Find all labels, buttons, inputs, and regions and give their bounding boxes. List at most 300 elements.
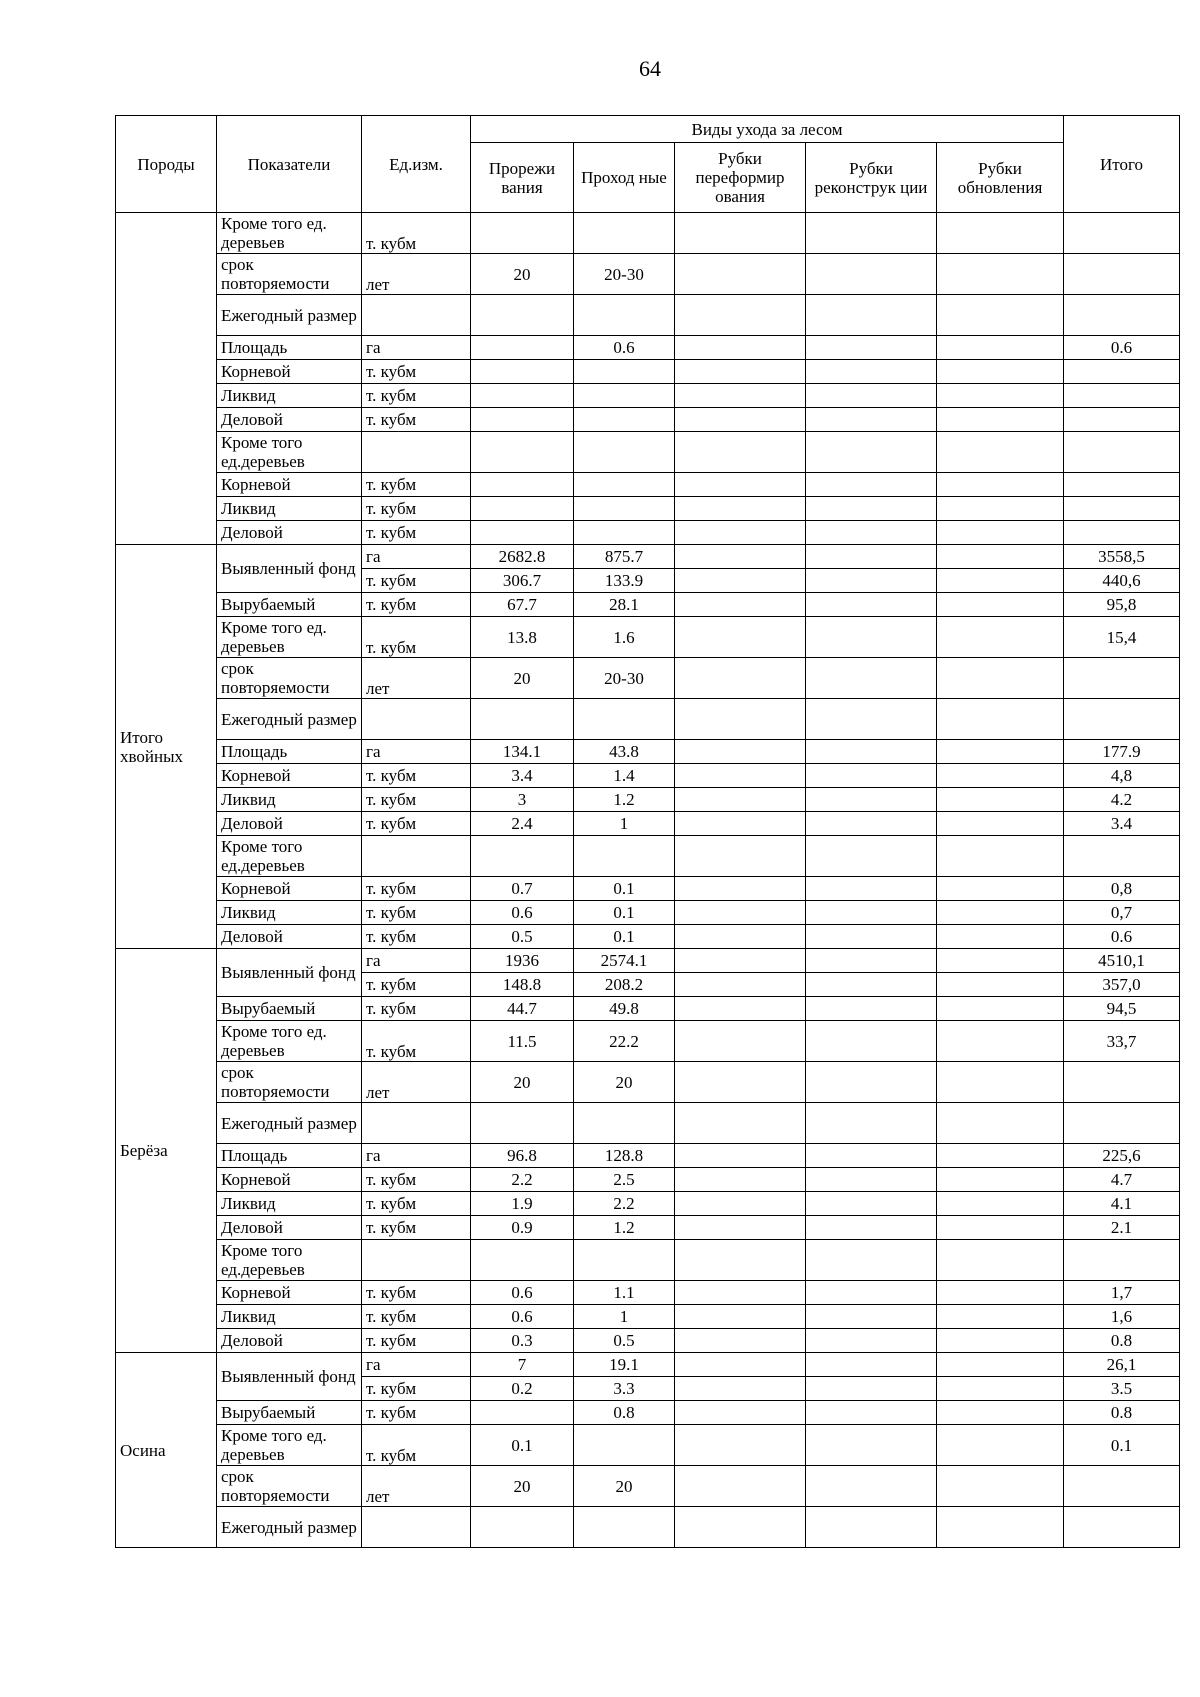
prorezhivaniya-value: [471, 432, 574, 473]
indicator-cell: Выявленный фонд: [217, 545, 362, 593]
prorezhivaniya-value: 20: [471, 1062, 574, 1103]
unit-cell: т. кубм: [362, 997, 471, 1021]
total-value: [1064, 473, 1180, 497]
indicator-cell: Деловой: [217, 408, 362, 432]
unit-cell: га: [362, 949, 471, 973]
indicator-cell: Кроме того ед.деревьев: [217, 1240, 362, 1281]
prohodnye-value: 3.3: [574, 1377, 675, 1401]
unit-cell: т. кубм: [362, 1329, 471, 1353]
prohodnye-value: [574, 295, 675, 336]
cutting-empty-cell: [937, 788, 1064, 812]
header-itogo: Итого: [1064, 116, 1180, 213]
cutting-empty-cell: [806, 877, 937, 901]
cutting-empty-cell: [806, 1466, 937, 1507]
indicator-cell: Ежегодный размер: [217, 699, 362, 740]
cutting-empty-cell: [937, 545, 1064, 569]
cutting-empty-cell: [675, 1144, 806, 1168]
indicator-cell: срок повторяемости: [217, 1466, 362, 1507]
table-row: [116, 384, 1180, 408]
table-row: [116, 408, 1180, 432]
prorezhivaniya-value: 7: [471, 1353, 574, 1377]
cutting-empty-cell: [937, 1216, 1064, 1240]
prorezhivaniya-value: [471, 1401, 574, 1425]
unit-cell: т. кубм: [362, 1168, 471, 1192]
indicator-cell: Кроме того ед. деревьев: [217, 1425, 362, 1466]
unit-cell: га: [362, 545, 471, 569]
cutting-empty-cell: [937, 764, 1064, 788]
total-value: 225,6: [1064, 1144, 1180, 1168]
cutting-empty-cell: [806, 1281, 937, 1305]
prohodnye-value: [574, 213, 675, 254]
unit-cell: т. кубм: [362, 521, 471, 545]
cutting-empty-cell: [675, 521, 806, 545]
cutting-empty-cell: [937, 1353, 1064, 1377]
cutting-empty-cell: [675, 740, 806, 764]
prohodnye-value: 20-30: [574, 658, 675, 699]
unit-cell: т. кубм: [362, 1377, 471, 1401]
prohodnye-value: [574, 473, 675, 497]
cutting-empty-cell: [675, 764, 806, 788]
cutting-empty-cell: [806, 1377, 937, 1401]
cutting-empty-cell: [675, 925, 806, 949]
prorezhivaniya-value: [471, 360, 574, 384]
cutting-empty-cell: [806, 408, 937, 432]
unit-cell: лет: [362, 254, 471, 295]
cutting-empty-cell: [937, 521, 1064, 545]
cutting-empty-cell: [675, 1466, 806, 1507]
cutting-empty-cell: [675, 949, 806, 973]
cutting-empty-cell: [675, 1021, 806, 1062]
header-obnovleniya: Рубки обновления: [937, 143, 1064, 213]
cutting-empty-cell: [806, 901, 937, 925]
total-value: [1064, 497, 1180, 521]
indicator-cell: Вырубаемый: [217, 1401, 362, 1425]
indicator-cell: срок повторяемости: [217, 658, 362, 699]
prohodnye-value: 1: [574, 812, 675, 836]
header-pereformirovaniya: Рубки переформир ования: [675, 143, 806, 213]
table-row: [116, 1281, 1180, 1305]
prohodnye-value: [574, 1240, 675, 1281]
total-value: 33,7: [1064, 1021, 1180, 1062]
cutting-empty-cell: [675, 545, 806, 569]
cutting-empty-cell: [937, 617, 1064, 658]
cutting-empty-cell: [937, 1240, 1064, 1281]
prohodnye-value: 1.2: [574, 788, 675, 812]
prorezhivaniya-value: 0.7: [471, 877, 574, 901]
prohodnye-value: [574, 699, 675, 740]
prorezhivaniya-value: 2.2: [471, 1168, 574, 1192]
prorezhivaniya-value: [471, 1240, 574, 1281]
cutting-empty-cell: [806, 1103, 937, 1144]
unit-cell: т. кубм: [362, 1281, 471, 1305]
cutting-empty-cell: [675, 1192, 806, 1216]
prorezhivaniya-value: 20: [471, 658, 574, 699]
total-value: 1,7: [1064, 1281, 1180, 1305]
unit-cell: т. кубм: [362, 788, 471, 812]
total-value: 0.8: [1064, 1329, 1180, 1353]
cutting-empty-cell: [937, 1144, 1064, 1168]
cutting-empty-cell: [937, 336, 1064, 360]
header-porody: Породы: [116, 116, 217, 213]
indicator-cell: Кроме того ед. деревьев: [217, 617, 362, 658]
total-value: [1064, 432, 1180, 473]
prohodnye-value: [574, 360, 675, 384]
group-name: [116, 213, 217, 545]
indicator-cell: Корневой: [217, 360, 362, 384]
cutting-empty-cell: [675, 812, 806, 836]
cutting-empty-cell: [806, 836, 937, 877]
group-name: Берёза: [116, 949, 217, 1353]
total-value: 15,4: [1064, 617, 1180, 658]
indicator-cell: Деловой: [217, 925, 362, 949]
cutting-empty-cell: [675, 1168, 806, 1192]
cutting-empty-cell: [675, 360, 806, 384]
unit-cell: т. кубм: [362, 384, 471, 408]
prorezhivaniya-value: 67.7: [471, 593, 574, 617]
unit-cell: т. кубм: [362, 764, 471, 788]
cutting-empty-cell: [675, 1240, 806, 1281]
prorezhivaniya-value: [471, 497, 574, 521]
cutting-empty-cell: [937, 836, 1064, 877]
prohodnye-value: 2574.1: [574, 949, 675, 973]
prohodnye-value: 2.2: [574, 1192, 675, 1216]
prorezhivaniya-value: [471, 384, 574, 408]
unit-cell: га: [362, 1353, 471, 1377]
cutting-empty-cell: [937, 1168, 1064, 1192]
cutting-empty-cell: [937, 1103, 1064, 1144]
table-row: [116, 1062, 1180, 1103]
cutting-empty-cell: [806, 336, 937, 360]
cutting-empty-cell: [675, 1425, 806, 1466]
header-pokazateli: Показатели: [217, 116, 362, 213]
table-body: [116, 213, 1180, 1548]
prorezhivaniya-value: 13.8: [471, 617, 574, 658]
prorezhivaniya-value: 11.5: [471, 1021, 574, 1062]
total-value: [1064, 521, 1180, 545]
indicator-cell: Ежегодный размер: [217, 295, 362, 336]
total-value: 0.8: [1064, 1401, 1180, 1425]
unit-cell: [362, 699, 471, 740]
table-row: [116, 473, 1180, 497]
cutting-empty-cell: [937, 1401, 1064, 1425]
unit-cell: [362, 295, 471, 336]
unit-cell: т. кубм: [362, 877, 471, 901]
header-prorezhivaniya: Прорежи вания: [471, 143, 574, 213]
table-row: [116, 1144, 1180, 1168]
indicator-cell: срок повторяемости: [217, 1062, 362, 1103]
table-row: [116, 521, 1180, 545]
cutting-empty-cell: [675, 1281, 806, 1305]
total-value: [1064, 295, 1180, 336]
unit-cell: лет: [362, 658, 471, 699]
total-value: 2.1: [1064, 1216, 1180, 1240]
indicator-cell: Ликвид: [217, 1192, 362, 1216]
indicator-cell: срок повторяемости: [217, 254, 362, 295]
prohodnye-value: 0.1: [574, 877, 675, 901]
cutting-empty-cell: [937, 1425, 1064, 1466]
cutting-empty-cell: [675, 432, 806, 473]
cutting-empty-cell: [806, 658, 937, 699]
unit-cell: т. кубм: [362, 925, 471, 949]
total-value: [1064, 1062, 1180, 1103]
prorezhivaniya-value: 134.1: [471, 740, 574, 764]
cutting-empty-cell: [937, 1466, 1064, 1507]
unit-cell: [362, 836, 471, 877]
header-rekonstrukcii: Рубки реконструк ции: [806, 143, 937, 213]
cutting-empty-cell: [675, 836, 806, 877]
prohodnye-value: [574, 1103, 675, 1144]
prorezhivaniya-value: [471, 699, 574, 740]
prohodnye-value: [574, 1507, 675, 1548]
table-row: [116, 1103, 1180, 1144]
prohodnye-value: 1: [574, 1305, 675, 1329]
prorezhivaniya-value: 1936: [471, 949, 574, 973]
indicator-cell: Ликвид: [217, 788, 362, 812]
prohodnye-value: 22.2: [574, 1021, 675, 1062]
unit-cell: т. кубм: [362, 408, 471, 432]
cutting-empty-cell: [806, 254, 937, 295]
prohodnye-value: [574, 408, 675, 432]
prorezhivaniya-value: [471, 836, 574, 877]
cutting-empty-cell: [806, 432, 937, 473]
table-row: [116, 295, 1180, 336]
cutting-empty-cell: [675, 1216, 806, 1240]
cutting-empty-cell: [675, 1353, 806, 1377]
header-prohodnye: Проход ные: [574, 143, 675, 213]
unit-cell: лет: [362, 1062, 471, 1103]
cutting-empty-cell: [806, 1353, 937, 1377]
indicator-cell: Ежегодный размер: [217, 1103, 362, 1144]
table-row: [116, 213, 1180, 254]
cutting-empty-cell: [937, 949, 1064, 973]
table-row: [116, 877, 1180, 901]
group-name: Осина: [116, 1353, 217, 1548]
unit-cell: га: [362, 336, 471, 360]
table-row: [116, 788, 1180, 812]
cutting-empty-cell: [675, 901, 806, 925]
cutting-empty-cell: [806, 593, 937, 617]
prohodnye-value: 875.7: [574, 545, 675, 569]
prohodnye-value: 1.2: [574, 1216, 675, 1240]
cutting-empty-cell: [675, 877, 806, 901]
cutting-empty-cell: [675, 788, 806, 812]
cutting-empty-cell: [675, 1507, 806, 1548]
prorezhivaniya-value: 0.6: [471, 1305, 574, 1329]
total-value: [1064, 1507, 1180, 1548]
indicator-cell: Площадь: [217, 1144, 362, 1168]
unit-cell: т. кубм: [362, 812, 471, 836]
cutting-empty-cell: [675, 569, 806, 593]
prohodnye-value: 20: [574, 1062, 675, 1103]
total-value: 1,6: [1064, 1305, 1180, 1329]
cutting-empty-cell: [937, 997, 1064, 1021]
unit-cell: т. кубм: [362, 1305, 471, 1329]
indicator-cell: Корневой: [217, 764, 362, 788]
indicator-cell: Корневой: [217, 1168, 362, 1192]
unit-cell: [362, 1240, 471, 1281]
prohodnye-value: 49.8: [574, 997, 675, 1021]
prorezhivaniya-value: 1.9: [471, 1192, 574, 1216]
total-value: [1064, 254, 1180, 295]
table-row: [116, 497, 1180, 521]
cutting-empty-cell: [806, 1216, 937, 1240]
total-value: 440,6: [1064, 569, 1180, 593]
unit-cell: т. кубм: [362, 473, 471, 497]
page-number: 64: [639, 56, 661, 81]
cutting-empty-cell: [937, 254, 1064, 295]
cutting-empty-cell: [806, 1192, 937, 1216]
indicator-cell: Корневой: [217, 877, 362, 901]
cutting-empty-cell: [806, 764, 937, 788]
cutting-empty-cell: [937, 1281, 1064, 1305]
cutting-empty-cell: [675, 973, 806, 997]
total-value: 177.9: [1064, 740, 1180, 764]
unit-cell: т. кубм: [362, 973, 471, 997]
indicator-cell: Выявленный фонд: [217, 1353, 362, 1401]
total-value: 3.4: [1064, 812, 1180, 836]
prohodnye-value: 20-30: [574, 254, 675, 295]
cutting-empty-cell: [675, 213, 806, 254]
prorezhivaniya-value: 20: [471, 1466, 574, 1507]
cutting-empty-cell: [675, 997, 806, 1021]
prohodnye-value: 0.6: [574, 336, 675, 360]
unit-cell: т. кубм: [362, 1425, 471, 1466]
table-row: [116, 1353, 1180, 1377]
total-value: [1064, 213, 1180, 254]
cutting-empty-cell: [937, 1305, 1064, 1329]
cutting-empty-cell: [806, 521, 937, 545]
header-ed-izm: Ед.изм.: [362, 116, 471, 213]
unit-cell: т. кубм: [362, 1192, 471, 1216]
table-row: [116, 1192, 1180, 1216]
total-value: 94,5: [1064, 997, 1180, 1021]
indicator-cell: Деловой: [217, 1329, 362, 1353]
prorezhivaniya-value: 0.9: [471, 1216, 574, 1240]
cutting-empty-cell: [937, 973, 1064, 997]
total-value: 0.6: [1064, 336, 1180, 360]
table-row: [116, 360, 1180, 384]
indicator-cell: Вырубаемый: [217, 593, 362, 617]
table-row: [116, 1305, 1180, 1329]
indicator-cell: Деловой: [217, 1216, 362, 1240]
table-row: [116, 1401, 1180, 1425]
prohodnye-value: 43.8: [574, 740, 675, 764]
cutting-empty-cell: [937, 658, 1064, 699]
table-row: [116, 658, 1180, 699]
table-row: [116, 1168, 1180, 1192]
cutting-empty-cell: [937, 569, 1064, 593]
prohodnye-value: 20: [574, 1466, 675, 1507]
cutting-empty-cell: [937, 877, 1064, 901]
indicator-cell: Деловой: [217, 812, 362, 836]
indicator-cell: Ежегодный размер: [217, 1507, 362, 1548]
cutting-empty-cell: [806, 949, 937, 973]
cutting-empty-cell: [937, 593, 1064, 617]
indicator-cell: Площадь: [217, 740, 362, 764]
prohodnye-value: [574, 432, 675, 473]
cutting-empty-cell: [806, 213, 937, 254]
prohodnye-value: 1.4: [574, 764, 675, 788]
cutting-empty-cell: [675, 1401, 806, 1425]
unit-cell: [362, 1507, 471, 1548]
table-row: [116, 336, 1180, 360]
cutting-empty-cell: [937, 432, 1064, 473]
prorezhivaniya-value: [471, 336, 574, 360]
cutting-empty-cell: [806, 1168, 937, 1192]
cutting-empty-cell: [806, 1401, 937, 1425]
indicator-cell: Корневой: [217, 473, 362, 497]
cutting-empty-cell: [806, 699, 937, 740]
prohodnye-value: 133.9: [574, 569, 675, 593]
cutting-empty-cell: [806, 569, 937, 593]
cutting-empty-cell: [806, 1425, 937, 1466]
cutting-empty-cell: [675, 384, 806, 408]
prorezhivaniya-value: [471, 1507, 574, 1548]
table-row: [116, 997, 1180, 1021]
prorezhivaniya-value: [471, 408, 574, 432]
cutting-empty-cell: [806, 295, 937, 336]
cutting-empty-cell: [806, 473, 937, 497]
unit-cell: т. кубм: [362, 497, 471, 521]
cutting-empty-cell: [675, 408, 806, 432]
total-value: 0,7: [1064, 901, 1180, 925]
indicator-cell: Ликвид: [217, 497, 362, 521]
prorezhivaniya-value: 0.3: [471, 1329, 574, 1353]
unit-cell: т. кубм: [362, 593, 471, 617]
prorezhivaniya-value: 20: [471, 254, 574, 295]
indicator-cell: Ликвид: [217, 901, 362, 925]
cutting-empty-cell: [937, 384, 1064, 408]
cutting-empty-cell: [937, 740, 1064, 764]
prohodnye-value: [574, 497, 675, 521]
total-value: 95,8: [1064, 593, 1180, 617]
prohodnye-value: 28.1: [574, 593, 675, 617]
cutting-empty-cell: [806, 1329, 937, 1353]
unit-cell: т. кубм: [362, 213, 471, 254]
table-row: [116, 836, 1180, 877]
prohodnye-value: 0.8: [574, 1401, 675, 1425]
prorezhivaniya-value: 44.7: [471, 997, 574, 1021]
prorezhivaniya-value: 2.4: [471, 812, 574, 836]
table-row: [116, 617, 1180, 658]
cutting-empty-cell: [806, 384, 937, 408]
table-row: [116, 1507, 1180, 1548]
total-value: 4.1: [1064, 1192, 1180, 1216]
prohodnye-value: [574, 1425, 675, 1466]
cutting-empty-cell: [806, 925, 937, 949]
table-row: [116, 1425, 1180, 1466]
unit-cell: га: [362, 1144, 471, 1168]
unit-cell: лет: [362, 1466, 471, 1507]
prohodnye-value: 128.8: [574, 1144, 675, 1168]
header-vidy-uhoda: Виды ухода за лесом: [471, 116, 1064, 143]
indicator-cell: Ликвид: [217, 1305, 362, 1329]
cutting-empty-cell: [937, 213, 1064, 254]
indicator-cell: Деловой: [217, 521, 362, 545]
cutting-empty-cell: [937, 699, 1064, 740]
cutting-empty-cell: [937, 1377, 1064, 1401]
cutting-empty-cell: [675, 295, 806, 336]
unit-cell: т. кубм: [362, 901, 471, 925]
cutting-empty-cell: [675, 699, 806, 740]
prohodnye-value: 2.5: [574, 1168, 675, 1192]
table-row: [116, 1466, 1180, 1507]
cutting-empty-cell: [937, 1021, 1064, 1062]
unit-cell: т. кубм: [362, 360, 471, 384]
total-value: 3.5: [1064, 1377, 1180, 1401]
cutting-empty-cell: [675, 1103, 806, 1144]
cutting-empty-cell: [675, 473, 806, 497]
